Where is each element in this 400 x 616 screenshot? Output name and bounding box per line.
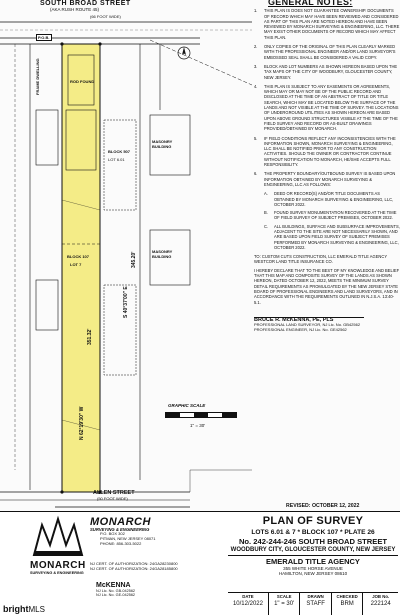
title-grid xyxy=(228,592,398,615)
lot-601-label: LOT 6.01 xyxy=(108,157,125,162)
bearing-main-label: N 62°19'30" W xyxy=(79,406,85,440)
note-item: 6. THE PROPERTY BOUNDARY/OUTBOUND SURVEY IS BASED UPON INFORMATION OBTAINED BY MONARCH SURVEYING & ENGINEERING, LLC AS FOLLOWS: xyxy=(254,171,396,187)
certification-text: I HEREBY DECLARE THAT TO THE BEST OF MY KNOWLEDGE AND BELIEF THAT THIS MAP AND COMPOSITE SURVEY OF THE LANDS AS SHOWN HEREON, DATED OCTOBER 12, 2022, MEETS THE MINIMUM SURVEY DETAIL REQUIREMENTS AS PROMULGATED BY THE NEW JERSEY STATE BOARD OF PROFESSIONAL ENGINEERS AND LAND SURVEYORS, AND IN ACCORDANCE WITH THE REQUIREMENTS OUTLINED IN N.J.S.A. 13:40-5.1. xyxy=(254,267,400,305)
watermark: brightMLS xyxy=(3,604,45,614)
plan-info xyxy=(228,515,398,576)
block-507-label: BLOCK 507 xyxy=(108,149,131,154)
scale-text: 1" = 30' xyxy=(190,423,206,428)
dimension-2-label: 345.20' xyxy=(131,251,137,268)
plan-lots: LOTS 6.01 & 7 * BLOCK 107 * PLATE 26 xyxy=(251,529,375,536)
corner-marker: P.O.B. xyxy=(38,35,50,40)
note-item: 3. BLOCK AND LOT NUMBERS AS SHOWN HEREON BASED UPON THE TAX MAPS OF THE CITY OF WOODBURY, GLOUCESTER COUNTY, NEW JERSEY. xyxy=(254,63,398,80)
firm-cert-2: NJ CERT. OF AUTHORIZATION: 24GA28185800 xyxy=(90,565,178,571)
rod-found-label: ROD FOUND xyxy=(70,79,95,84)
firm-cert-1: NJ CERT. OF AUTHORIZATION: 24GA28230800 xyxy=(90,561,178,566)
firm-line: PHONE: 856-303-5022 xyxy=(100,540,142,546)
note-item: 5. IF FIELD CONDITIONS REFLECT ANY INCONSISTENCIES WITH THE INFORMATION SHOWN, MONARCH SURVEYING & ENGINEERING, LLC SHALL BE NOTIFIED PRIOR TO ANY CONSTRUCTION ACTIVITIES. SHOULD THE OWNER OR CONTRACTOR CONTINUE WITHOUT NOTIFICATION TO MONARCH, HE/SHE ACCEPTS FULL RESPONSIBILITY. xyxy=(254,135,396,168)
grid-cell-date: DATE 10/12/2022 xyxy=(228,593,269,615)
lot-7-label: LOT 7 xyxy=(70,262,82,267)
north-arrow-icon xyxy=(177,46,191,60)
plan-address: No. 242-244-246 SOUTH BROAD STREET xyxy=(238,537,388,546)
plan-title: PLAN OF SURVEY xyxy=(262,515,364,527)
graphic-scale-label: GRAPHIC SCALE xyxy=(168,403,206,408)
grid-cell-checked: CHECKED BRM xyxy=(332,593,363,615)
firm-certificates xyxy=(90,562,178,572)
note-item: 2. ONLY COPIES OF THE ORIGINAL OF THIS PLAN CLEARLY MARKED WITH THE PROFESSIONAL ENGINEER AND/OR LAND SURVEYOR'S EMBOSSED SEAL SHALL BE CONSIDERED A VALID COPY. xyxy=(254,44,396,60)
frame-dwelling-label: FRAME DWELLING xyxy=(35,58,40,95)
agency-address-2: HAMILTON, NEW JERSEY 08610 xyxy=(278,571,348,576)
firm-sub: SURVEYING & ENGINEERING xyxy=(90,527,150,532)
grid-cell-scale: SCALE 1" = 30' xyxy=(269,593,300,615)
firm-info xyxy=(90,516,210,546)
note-subitem: A. DEED OR RECORD(S) AND/OR TITLE DOCUMENTS AS OBTAINED BY MONARCH SURVEYING & ENGINEERING, LLC, OCTOBER 2022. xyxy=(264,191,394,207)
graphic-scale-bar xyxy=(165,412,237,418)
signer-name: BRUCE R. McKENNA, PE, PLS xyxy=(254,316,334,323)
street-width-label: (66 FOOT WIDE) xyxy=(90,14,121,19)
bearing-right-label: S 40°37'00" E xyxy=(123,286,129,318)
revised-date: REVISED: OCTOBER 12, 2022 xyxy=(286,503,360,509)
grid-cell-job: JOB No. 222124 xyxy=(370,594,391,607)
firm-line: PITMAN, NEW JERSEY 08071 xyxy=(100,535,156,541)
note-subitem: C. ALL BUILDINGS, SURFACE AND SUBSURFACE IMPROVEMENTS, ADJACENT TO THE SITE ARE NOT NECESSARILY SHOWN, AND ARE BASED UPON FIELD SURVEY OF SUBJECT PREMISES PERFORMED BY MONARCH SURVEYING & ENGINEERING, LLC, OCTOBER 2022. xyxy=(264,223,400,250)
to-block: TO: CUSTOM CUTS CONSTRUCTION, LLC EMERALD TITLE AGENCY WESTCOR LAND TITLE INSURANCE CO. xyxy=(254,254,387,265)
title-agency: EMERALD TITLE AGENCY xyxy=(266,557,360,566)
firm-line: P.O. BOX 302 xyxy=(100,531,125,536)
logo-name: MONARCH xyxy=(30,560,86,571)
general-notes xyxy=(254,0,400,510)
note-subitem: B. FOUND SURVEY MONUMENTATION RECOVERED AT THE TIME OF FIELD SURVEY OF SUBJECT PREMISES, OCTOBER 2022. xyxy=(264,210,397,221)
title-block xyxy=(0,511,400,616)
signer-license-1: PROFESSIONAL LAND SURVEYOR, NJ Lic. No. GB42562 xyxy=(254,322,361,328)
street-bottom-label: ALLEN STREET (50 FOOT WIDE) xyxy=(93,490,135,501)
firm-name: MONARCH xyxy=(90,516,151,528)
agency-address-1: 355 WHITE HORSE AVENUE xyxy=(283,566,343,571)
note-item: 1. THIS PLAN IS DOES NOT GUARANTEE OWNERSHIP. DOCUMENTS OF RECORD WHICH MAY HAVE BEEN REVIEWED AND CONSIDERED AS PART OF THIS PLAN ARE NOTED HEREON AND HAVE BEEN REVIEWED BY MONARCH SURVEYING & ENGINEERING, LLC. THERE MAY EXIST OTHER DOCUMENTS OF RECORD WHICH MAY AFFECT THIS PLAN. xyxy=(254,8,400,40)
note-item: 4. THIS PLAN IS SUBJECT TO ANY EASEMENTS OR AGREEMENTS, WHICH MAY OR MAY NOT BE OF THE PUBLIC RECORD AND DISCLOSED AT THE TIME OF AN ABSTRACT OF TITLE OR TITLE SEARCH, WHICH MAY BE LOCATED BELOW THE SURFACE OF THE LANDS AND NOT VISIBLE AT THE TIME OF SURVEY. THE LOCATIONS OF UNDERGROUND UTILITIES AS SHOWN HEREON ARE BASED UPON ABOVE GROUND STRUCTURES VISIBLE AT THE TIME OF THE FIELD SURVEY AND RECORD OR AS-BUILT DRAWINGS PROVIDED/OBTAINED BY MONARCH. xyxy=(254,83,399,132)
street-top-label: SOUTH BROAD STREET (AKA RUSH ROUTE 45) xyxy=(40,0,131,12)
masonry-building-label: MASONRY BUILDING xyxy=(152,139,173,149)
mckenna-seal-text: McKENNA NJ Lic. No. GB-042562 NJ Lic. No. GE-042562 xyxy=(96,582,136,598)
masonry-building-label-2: MASONRY BUILDING xyxy=(152,249,173,259)
grid-cell-drawn: DRAWN STAFF xyxy=(300,593,331,615)
signer-license-2: PROFESSIONAL ENGINEER, NJ Lic. No. GE42562 xyxy=(254,326,347,332)
notes-title: GENERAL NOTES: xyxy=(268,0,353,7)
logo-sub: SURVEYING & ENGINEERING xyxy=(30,571,84,575)
plan-municipality: WOODBURY CITY, GLOUCESTER COUNTY, NEW JERSEY xyxy=(228,547,398,556)
monarch-logo-icon xyxy=(30,515,86,557)
block-107-label: BLOCK 107 xyxy=(67,254,90,259)
dimension-1-label: 351.32' xyxy=(87,328,93,345)
